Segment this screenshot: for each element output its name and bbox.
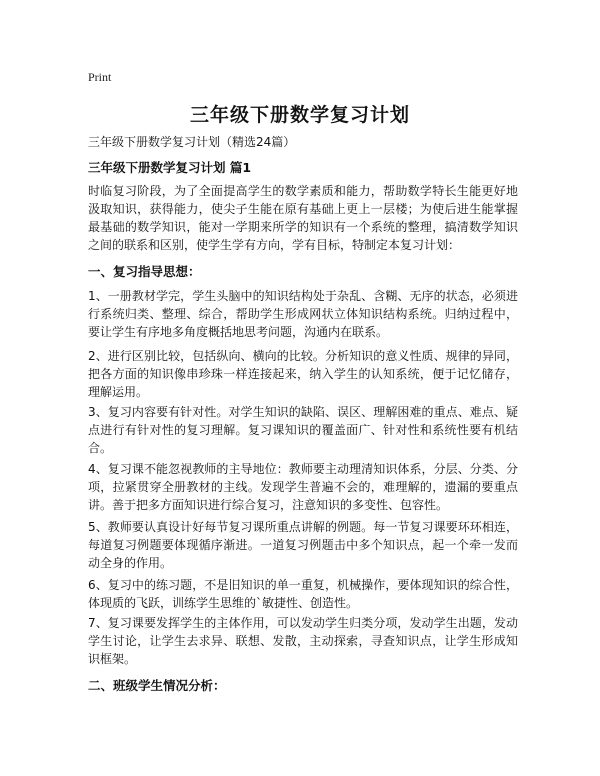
article-heading: 三年级下册数学复习计划 篇1 (88, 160, 252, 175)
list-item: 6、复习中的练习题，不是旧知识的单一重复，机械操作，要体现知识的综合性，体现质的飞跃，训练学生思维的`敏捷性、创造性。 (88, 578, 518, 610)
list-item: 2、进行区别比较，包括纵向、横向的比较。分析知识的意义性质、规律的异同，把各方面的知识像串珍珠一样连接起来，纳入学生的认知系统，便于记忆储存，理解运用。 (88, 349, 518, 399)
section-heading-2: 二、班级学生情况分析： (88, 678, 226, 693)
page-title: 三年级下册数学复习计划 (189, 104, 410, 126)
subtitle: 三年级下册数学复习计划（精选24篇） (88, 135, 296, 149)
intro-paragraph: 时临复习阶段，为了全面提高学生的数学素质和能力，帮助数学特长生能更好地汲取知识，获得能力，使尖子生能在原有基础上更上一层楼；为使后进生能掌握最基础的数学知识，能对一学期来所学的知识有一个系统的整理，搞清数学知识之间的联系和区别，使学生学有方向，学有目标，特制定本复习计划： (88, 184, 518, 252)
list-item: 3、复习内容要有针对性。对学生知识的缺陷、误区、理解困难的重点、难点、疑点进行有针对性的复习理解。复习课知识的覆盖面广、针对性和系统性要有机结合。 (88, 405, 518, 455)
list-item: 5、教师要认真设计好每节复习课所重点讲解的例题。每一节复习课要环环相连，每道复习例题要体现循序渐进。一道复习例题击中多个知识点，起一个牵一发而动全身的作用。 (88, 520, 518, 570)
list-item: 7、复习课要发挥学生的主体作用，可以发动学生归类分项，发动学生出题，发动学生讨论，让学生去求异、联想、发散，主动探索，寻查知识点，让学生形成知识框架。 (88, 616, 518, 666)
section-heading-1: 一、复习指导思想： (88, 264, 201, 279)
list-item: 4、复习课不能忽视教师的主导地位：教师要主动理清知识体系，分层、分类、分项，拉紧贯穿全册教材的主线。发现学生普遍不会的，难理解的，遗漏的要重点讲。善于把多方面知识进行综合复习，注意知识的多变性、包容性。 (88, 462, 518, 512)
list-item: 1、一册教材学完，学生头脑中的知识结构处于杂乱、含糊、无序的状态，必须进行系统归类、整理、综合，帮助学生形成网状立体知识结构系统。归纳过程中，要让学生有序地多角度概括地思考问题，沟通内在联系。 (88, 289, 518, 339)
print-link[interactable]: Print (88, 70, 112, 84)
